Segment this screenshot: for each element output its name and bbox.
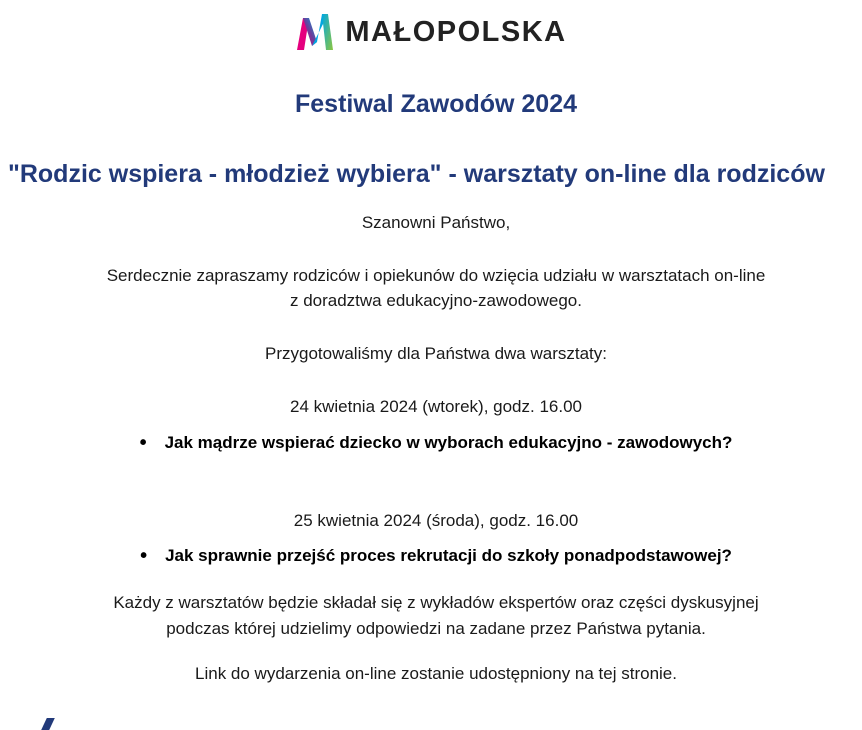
workshop-1-date: 24 kwietnia 2024 (wtorek), godz. 16.00: [289, 397, 582, 416]
workshop-2-topic-text: Jak sprawnie przejść proces rekrutacji do szkoły ponadpodstawowej?: [165, 546, 732, 565]
decorative-mark: [41, 718, 55, 730]
bullet-icon: •: [139, 432, 147, 454]
page-subtitle: "Rodzic wspiera - młodzież wybiera" - warsztaty on-line dla rodziców: [8, 160, 825, 188]
greeting: Szanowni Państwo,: [361, 213, 511, 232]
workshop-1-topic: [0, 432, 862, 455]
malopolska-logo-icon: [295, 12, 335, 52]
workshop-2-topic: [0, 545, 862, 568]
malopolska-logo: [0, 12, 862, 52]
format-line-1: Każdy z warsztatów będzie składał się z wykładów ekspertów oraz części dyskusyjnej: [113, 593, 759, 612]
brand-name: MAŁOPOLSKA: [345, 15, 567, 48]
workshop-2-date: 25 kwietnia 2024 (środa), godz. 16.00: [293, 511, 579, 530]
invite-line-2: z doradztwa edukacyjno-zawodowego.: [289, 291, 582, 310]
workshop-1-topic-text: Jak mądrze wspierać dziecko w wyborach edukacyjno - zawodowych?: [164, 433, 733, 452]
bullet-icon: •: [140, 545, 148, 567]
workshops-intro: Przygotowaliśmy dla Państwa dwa warsztaty:: [264, 344, 608, 363]
invite-line-1: Serdecznie zapraszamy rodziców i opiekunów do wzięcia udziału w warsztatach on-line: [106, 266, 766, 285]
page-title: Festiwal Zawodów 2024: [294, 90, 578, 118]
link-note: Link do wydarzenia on-line zostanie udostępniony na tej stronie.: [195, 664, 677, 683]
format-line-2: podczas której udzielimy odpowiedzi na zadane przez Państwa pytania.: [166, 619, 706, 638]
